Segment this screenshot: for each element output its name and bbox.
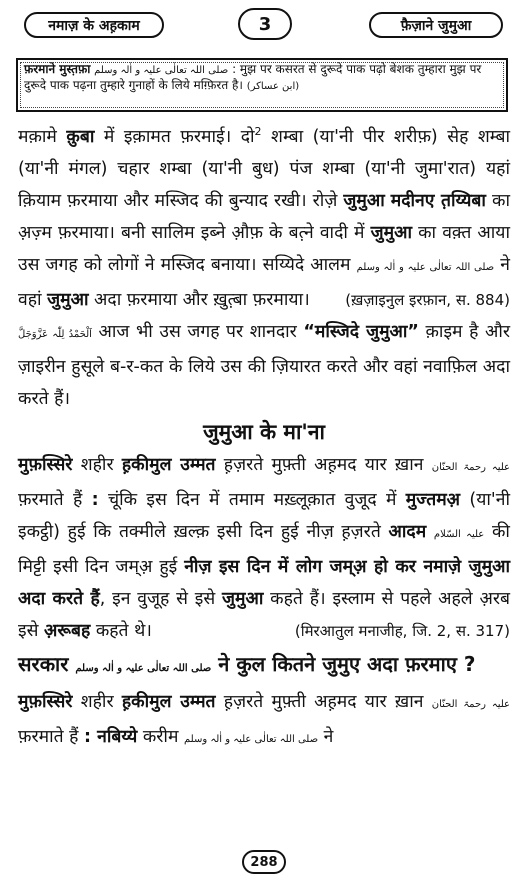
paragraph-3	[18, 449, 510, 647]
bold-text: ह़कीमुल उम्मत	[121, 691, 216, 712]
text: ने कुल कितने जुमुए अदा फ़रमाए ?	[211, 651, 476, 676]
text: कहते थे।	[90, 620, 152, 641]
text: शहीर	[72, 454, 122, 475]
arabic-phrase: اَلْحَمْدُ لِلّٰہ عَزَّوَجَلَّ	[18, 328, 92, 340]
arabic-phrase: علیہ السّلام	[433, 528, 485, 540]
bold-text: जुमुआ	[47, 289, 89, 310]
text: शम्बा (या'नी पीर शरीफ़) सेह शम्बा (या'नी मंगल) चहार शम्बा (या'नी बुध) पंज शम्बा (या'नी जुमा'रात) यहां क़ियाम फ़रमाया और मस्जिद की बुन्याद रखी। रोज़े	[18, 126, 510, 211]
bold-text: मुफ़स्सिरे	[18, 454, 73, 475]
bold-text: :	[91, 489, 99, 510]
text: करीम	[137, 726, 184, 747]
bold-text: मदीनए त़य्यिबा	[390, 190, 486, 211]
bold-text: मुज्तमअ़	[405, 489, 461, 510]
bold-text: क़ुबा	[66, 126, 95, 147]
text: अदा फ़रमाया और ख़ुत़्बा फ़रमाया।	[88, 289, 310, 310]
text: का अ़ज़्म फ़रमाया। बनी सालिम इब्ने औ़फ़ के बत़्ने वादी में	[18, 190, 510, 243]
text: सरकार	[18, 651, 76, 676]
text: ह़ज़रते मुफ़्ती अह़मद यार ख़ान	[215, 454, 432, 475]
text: फ़रमाते हैं	[18, 489, 92, 510]
bold-text: जुमुआ	[370, 222, 412, 243]
section-heading: जुमुआ के मा'ना	[203, 419, 325, 444]
hadith-label: फ़रमाने मुस्त़फ़ा	[24, 62, 91, 76]
text: की मिट्टी इसी दिन जम्अ़ हुई	[18, 521, 510, 577]
book-page	[6, 4, 519, 876]
text: , इन वुजूह से इसे	[99, 588, 223, 609]
chapter-number: 3	[238, 8, 292, 40]
salutation-arabic: صلی اللہ تعالٰی علیہ و اٰلہ وسلم	[184, 733, 319, 745]
salutation-arabic: صلی اللہ تعالٰی علیہ و اٰلہ وسلم	[94, 65, 229, 76]
text: चूंकि इस दिन में तमाम मख़्लूक़ात वुजूद में	[98, 489, 406, 510]
page-header	[6, 4, 519, 44]
bold-text: अ़रूबह	[44, 620, 91, 641]
chapter-title: नमाज़ के अह़काम	[24, 12, 164, 38]
bold-text: नीज़ इस दिन में लोग जम्अ़ हो कर नमाज़े जुमुआ अदा करते हैं	[18, 556, 510, 609]
superscript: 2	[254, 125, 262, 138]
hadith-source: (ابن عساکر)	[246, 81, 300, 92]
text: कहते हैं। इस्लाम से पहले अहले अ़रब इसे	[18, 588, 510, 641]
page-body	[18, 116, 510, 756]
text: ने वहां	[18, 254, 510, 310]
text: में इक़ामत फ़रमाई। दो	[94, 126, 255, 147]
reference: (ख़ज़ाइनुल इरफ़ान, स. 884)	[345, 290, 510, 309]
text: ने	[318, 726, 334, 747]
bold-text: मुफ़स्सिरे	[18, 691, 73, 712]
text: मक़ामे	[18, 126, 67, 147]
page-number-footer: 288	[242, 850, 286, 874]
text: फ़रमाते हैं	[18, 726, 85, 747]
text: क़ाइम है और ज़ाइरीन हुसूले ब-र-कत के लिये उस की ज़ियारत करते और वहां नवाफ़िल अदा करते हैं।	[18, 321, 510, 409]
bold-text: जुमुआ	[222, 588, 264, 609]
arabic-phrase: علیہ رحمۃ الحنّان	[431, 698, 510, 710]
salutation-arabic: صلی اللہ تعالٰی علیہ و اٰلہ وسلم	[356, 261, 495, 273]
text: शहीर	[72, 691, 122, 712]
reference: (मिरआतुल मनाजीह, जि. 2, स. 317)	[294, 621, 510, 640]
book-title: फ़ैज़ाने जुमुआ	[369, 12, 503, 38]
hadith-box	[16, 58, 508, 112]
text: का वक़्त आया उस जगह को लोगों ने मस्जिद बनाया। सय्यिदे आलम	[18, 222, 510, 275]
bold-text: जुमुआ	[343, 190, 385, 211]
text: आज भी उस जगह पर शानदार	[91, 321, 304, 342]
paragraph-4	[18, 686, 510, 756]
bold-text: “मस्जिदे जुमुआ”	[303, 321, 419, 342]
text: ह़ज़रते मुफ़्ती अह़मद यार ख़ान	[215, 691, 432, 712]
hadith-text: : मुझ पर कसरत से दुरूदे पाक पढ़ो बेशक तुम्हारा मुझ पर दुरूदे पाक पढ़ना तुम्हारे गुनाहों के लिये मग़्फ़िरत है।	[24, 62, 482, 92]
arabic-phrase: علیہ رحمۃ الحنّان	[431, 461, 510, 473]
bold-text: : नबिय्ये	[84, 726, 138, 747]
paragraph-1	[18, 116, 510, 316]
text: (या'नी इकट्ठी) हुई कि तक्मीले ख़ल्क़ इसी दिन हुई नीज़ ह़ज़रते	[18, 489, 510, 542]
salutation-arabic: صلی اللہ تعالٰی علیہ و اٰلہ وسلم	[75, 662, 212, 674]
bold-text: आदम	[388, 521, 427, 542]
bold-text: ह़कीमुल उम्मत	[121, 454, 216, 475]
section-heading	[18, 647, 510, 686]
paragraph-2	[18, 316, 510, 415]
